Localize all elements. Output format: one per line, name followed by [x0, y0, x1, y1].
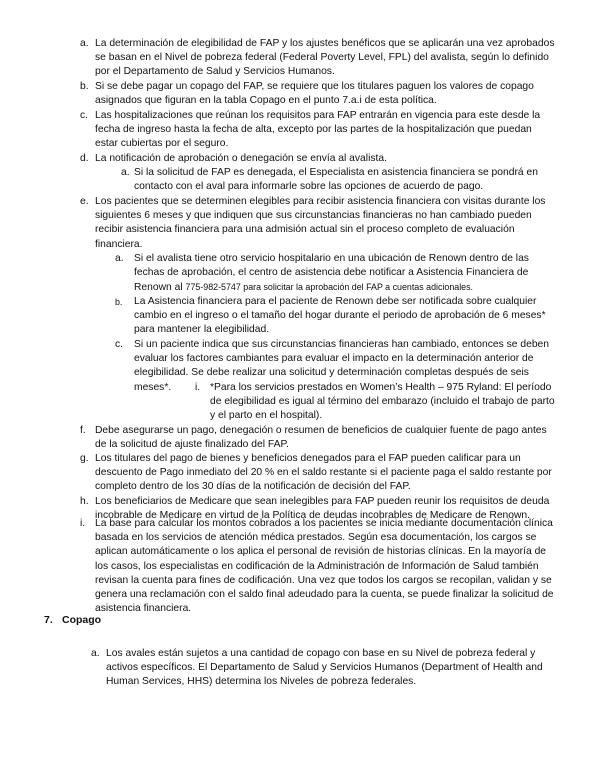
list-item-text: Debe asegurarse un pago, denegación o resumen de beneficios de cualquier fuente de pago antes de la solicitud de ajuste finalizado del FAP.: [95, 425, 547, 451]
list-marker: i.: [195, 382, 201, 393]
list-marker: e.: [80, 196, 89, 207]
list-item-e-b: [115, 295, 554, 338]
list-item-text: Los titulares del pago de bienes y beneficios denegados para el FAP pueden calificar para un descuento de Pago inmediato del 20 % en el saldo restante si el paciente paga el saldo restante por completo dentro de los 30 días de la notificación de decisión del FAP.: [95, 453, 552, 493]
list-item-text: *Para los servicios prestados en Women’s Health – 975 Ryland: El período de elegibilidad es igual al término del embarazo (incluido el trabajo de parto y el parto en el hospital).: [210, 382, 555, 422]
list-marker: a.: [121, 167, 130, 178]
section-number: 7.: [44, 614, 53, 626]
list-marker: i.: [80, 518, 86, 529]
list-item-b: [80, 80, 555, 108]
list-item-i: [80, 517, 555, 616]
list-item-text: La determinación de elegibilidad de FAP y los ajustes benéficos que se aplicarán una vez aprobados se basan en el Nivel de pobreza federal (Federal Poverty Level, FPL) del avalista, según lo definido por el Departamento de Salud y Servicios Humanos.: [95, 38, 555, 78]
list-item-text: Si la solicitud de FAP es denegada, el Especialista en asistencia financiera se pondrá en contacto con el aval para informarle sobre las opciones de acuerdo de pago.: [134, 167, 538, 193]
sub-text-small: 775-982-5747 para solicitar la aprobación del FAP a cuentas adicionales.: [185, 282, 474, 293]
list-item-text: Si un paciente indica que sus circunstancias financieras han cambiado, entonces se deben evaluar los factores cambiantes para evaluar el impacto en la determinación anterior de elegibilidad. Se debe realizar una solicitud y determinación completas después de seis meses*.: [134, 339, 549, 393]
list-item-c: [80, 109, 555, 152]
list-marker: b.: [115, 297, 123, 307]
list-item-text: La base para calcular los montos cobrados a los pacientes se inicia mediante documentación clínica basada en los servicios de atención médica prestados. Según esa documentación, los cargos se aplican automáticamente o los aplica el personal de revisión de historias clínicas. En la mayoría de los casos, los especialistas en codificación de la Administración de Información de Salud también revisan la cuenta para fines de codificación. Una vez que todos los cargos se recopilan, validan y se genera una reclamación con el saldo final adeudado para la cuenta, se puede finalizar la solicitud de asistencia financiera.: [95, 518, 554, 615]
list-marker: a.: [80, 38, 89, 49]
list-item-e: [80, 195, 555, 252]
list-item-a: [80, 37, 555, 80]
list-marker: b.: [80, 81, 89, 92]
list-item-text: Los pacientes que se determinen elegibles para recibir asistencia financiera con visitas durante los siguientes 6 meses y que indiquen que sus circunstancias financieras no han cambiado pueden recibir asistencia financiera para una admisión actual sin el proceso completo de evaluación financiera.: [95, 196, 546, 250]
sub-text: Si el avalista tiene otro servicio hospitalario en una ubicación de Renown dentro de las fechas de aprobación, el centro de asistencia debe notificar a Asistencia Financiera de Renown al: [134, 253, 529, 294]
list-item-e-a: [115, 252, 554, 296]
section-title: Copago: [62, 614, 102, 626]
list-item-text: Los avales están sujetos a una cantidad de copago con base en su Nivel de pobreza federal y activos específicos. El Departamento de Salud y Servicios Humanos (Department of Health and Human Services, HHS) determina los Niveles de pobreza federales.: [106, 648, 543, 688]
list-marker: a.: [91, 648, 100, 659]
list-marker: c.: [80, 110, 89, 121]
list-item-text: [134, 252, 554, 296]
list-marker: c.: [115, 339, 124, 350]
list-item-text: La notificación de aprobación o denegación se envía al avalista.: [95, 153, 387, 164]
list-item-text: Los beneficiarios de Medicare que sean inelegibles para FAP pueden reunir los requisitos de deuda incobrable de Medicare en virtud de la Política de deudas incobrables de Medicare de Renown.: [95, 496, 550, 522]
list-item-text: Si se debe pagar un copago del FAP, se requiere que los titulares paguen los valores de copago asignados que figuran en la tabla Copago en el punto 7.a.i de esta política.: [95, 81, 534, 107]
list-item-f: [80, 424, 555, 452]
list-item-d-a: [121, 166, 554, 194]
list-marker: h.: [80, 496, 89, 507]
list-item-e-c-i: [195, 381, 555, 424]
list-item-g: [80, 452, 555, 495]
section-heading-copago: [44, 614, 101, 626]
list-marker: f.: [80, 425, 86, 436]
list-item-d: [80, 152, 555, 166]
list-marker: a.: [115, 253, 124, 264]
list-marker: g.: [80, 453, 89, 464]
copago-item-a: [91, 647, 556, 690]
list-item-text: La Asistencia financiera para el paciente de Renown debe ser notificada sobre cualquier cambio en el ingreso o el tamaño del hogar durante el periodo de aprobación de 6 meses* para mantener la elegibilidad.: [134, 296, 546, 336]
list-item-text: Las hospitalizaciones que reúnan los requisitos para FAP entrarán en vigencia para este desde la fecha de ingreso hasta la fecha de alta, excepto por las partes de la hospitalización que puedan estar cubiertas por el seguro.: [95, 110, 541, 150]
list-marker: d.: [80, 153, 89, 164]
